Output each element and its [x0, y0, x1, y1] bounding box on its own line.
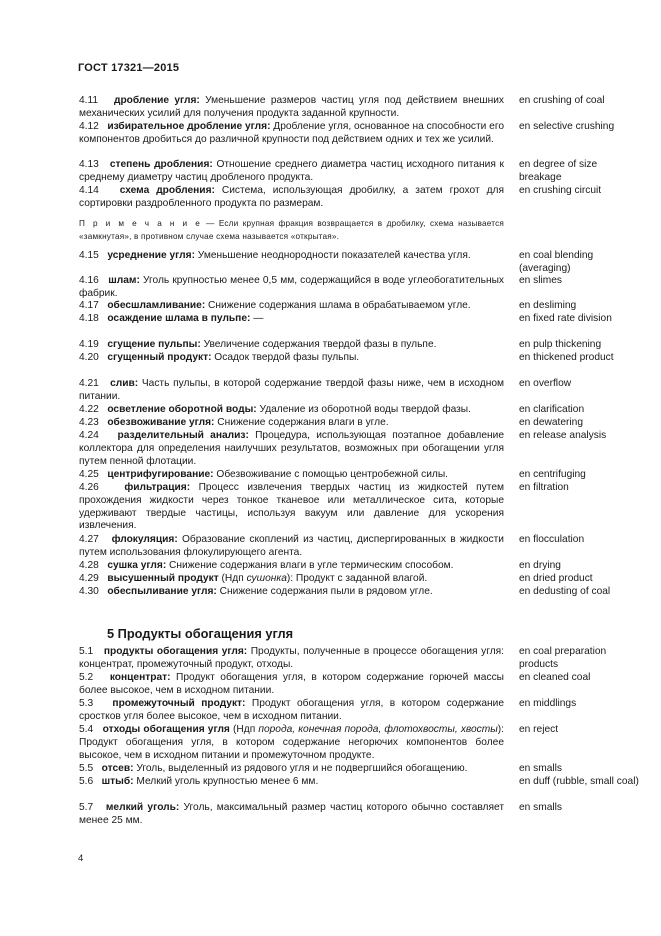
term-entry-4-14	[79, 185, 504, 211]
term-entry-5-4	[79, 724, 504, 762]
term-number: 5.6	[79, 776, 94, 787]
term-en-4-21: en overflow	[519, 378, 572, 389]
term-en-5-4: en reject	[519, 724, 559, 735]
term-name: штыб:	[101, 776, 134, 787]
term-definition: Снижение содержания шлама в обрабатываемом угле.	[205, 300, 471, 311]
term-name: отсев:	[101, 763, 134, 774]
term-entry-4-26	[79, 482, 504, 533]
term-number: 4.24	[79, 430, 99, 441]
term-entry-5-7	[79, 802, 504, 828]
document-header: ГОСТ 17321—2015	[78, 62, 180, 74]
term-definition: Отношение среднего диаметра частиц исходного питания к среднему диаметру частиц дробленого продукта.	[79, 159, 504, 183]
note-text: — Если крупная фракция возвращается в дробилку, схема называется «замкнутая», в противном случае схема называется «открытая».	[79, 219, 505, 241]
term-en-4-26: en filtration	[519, 482, 569, 493]
term-definition: Снижение содержания пыли в рядовом угле.	[216, 586, 433, 597]
term-number: 4.16	[79, 275, 99, 286]
term-entry-4-13	[79, 159, 504, 185]
term-en-4-11: en crushing of coal	[519, 95, 605, 106]
term-definition: Снижение содержания влаги в угле.	[214, 417, 389, 428]
term-entry-4-21	[79, 378, 504, 404]
term-definition: Увеличение содержания твердой фазы в пульпе.	[200, 339, 437, 350]
term-entry-4-15	[79, 250, 504, 263]
term-entry-4-29	[79, 573, 504, 586]
term-definition: Часть пульпы, в которой содержание твердой фазы ниже, чем в исходном питании.	[79, 378, 504, 402]
term-number: 4.23	[79, 417, 99, 428]
term-name: дробление угля:	[113, 95, 200, 106]
term-definition: Уголь, выделенный из рядового угля и не подвергшийся обогащению.	[133, 763, 468, 774]
term-definition: Удаление из оборотной воды твердой фазы.	[256, 404, 471, 415]
term-en-4-24: en release analysis	[519, 430, 607, 441]
term-name: осаждение шлама в пульпе:	[107, 313, 251, 324]
term-number: 5.2	[79, 672, 94, 683]
term-name: сушка угля:	[107, 560, 167, 571]
term-name: обесшламливание:	[107, 300, 206, 311]
term-number: 4.19	[79, 339, 99, 350]
term-en-4-19: en pulp thickening	[519, 339, 602, 350]
term-definition: Продукты, полученные в процессе обогащения угля: концентрат, промежуточный продукт, отходы.	[79, 646, 504, 670]
term-definition: Уголь крупностью менее 0,5 мм, содержащийся в воде углеобогатительных фабрик.	[79, 275, 504, 299]
term-name: шлам:	[108, 275, 140, 286]
term-number: 4.29	[79, 573, 99, 584]
term-definition: ): Продукт с заданной влагой.	[286, 573, 428, 584]
term-entry-4-12	[79, 121, 504, 147]
term-definition: Уголь, максимальный размер частиц которого обычно составляет менее 25 мм.	[79, 802, 505, 826]
term-number: 4.18	[79, 313, 99, 324]
note	[79, 218, 504, 243]
term-name: обезвоживание угля:	[107, 417, 215, 428]
term-number: 5.4	[79, 724, 94, 735]
term-definition: Система, использующая дробилку, а затем грохот для сортировки раздробленного продукта по размерам.	[79, 185, 504, 209]
term-name: схема дробления:	[119, 185, 215, 196]
term-number: 4.25	[79, 469, 99, 480]
page-number: 4	[78, 853, 84, 864]
term-en-4-13: en degree of size breakage	[519, 159, 598, 183]
term-entry-4-28	[79, 560, 504, 573]
term-number: 5.3	[79, 698, 94, 709]
term-en-4-18: en fixed rate division	[519, 313, 612, 324]
term-name: отходы обогащения угля	[102, 724, 230, 735]
term-number: 4.17	[79, 300, 99, 311]
term-entry-4-22	[79, 404, 504, 417]
term-name: сгущение пульпы:	[107, 339, 201, 350]
term-definition: Продукт обогащения угля, в котором содержание горючей массы более высокое, чем в исходном питании.	[79, 672, 504, 696]
term-definition: ): Продукт обогащения угля, в котором содержание негорючих компонентов более высокое, чем в исходном питании и промежуточном продукте.	[79, 724, 504, 761]
term-number: 5.5	[79, 763, 94, 774]
term-name: промежуточный продукт:	[112, 698, 246, 709]
term-number: 4.30	[79, 586, 99, 597]
term-name: разделительный анализ:	[117, 430, 249, 441]
term-definition: Обезвоживание с помощью центробежной силы.	[213, 469, 449, 480]
term-en-4-12: en selective crushing	[519, 121, 615, 132]
term-en-4-15: en coal blending (averaging)	[519, 250, 594, 274]
term-entry-5-1	[79, 646, 504, 672]
term-definition: Образование скоплений из частиц, диспергированных в жидкости путем использования флокулирующего агента.	[79, 534, 504, 558]
term-definition: Уменьшение неоднородности показателей качества угля.	[194, 250, 471, 261]
term-definition: Продукт обогащения угля, в котором содержание сростков угля более высокое, чем в исходном питании.	[79, 698, 504, 722]
term-entry-4-23	[79, 417, 504, 430]
term-name: усреднение угля:	[107, 250, 195, 261]
term-number: 4.14	[79, 185, 99, 196]
term-entry-4-24	[79, 430, 504, 468]
term-en-5-6: en duff (rubble, small coal)	[519, 776, 639, 787]
term-number: 4.27	[79, 534, 99, 545]
term-en-4-16: en slimes	[519, 275, 563, 286]
term-entry-4-19	[79, 339, 504, 352]
term-entry-4-27	[79, 534, 504, 560]
term-entry-5-6	[79, 776, 504, 789]
term-definition: Мелкий уголь крупностью менее 6 мм.	[133, 776, 319, 787]
term-entry-4-16	[79, 275, 504, 301]
term-en-5-3: en middlings	[519, 698, 577, 709]
term-en-5-5: en smalls	[519, 763, 563, 774]
term-definition: Осадок твердой фазы пульпы.	[211, 352, 360, 363]
term-number: 4.28	[79, 560, 99, 571]
term-name: обеспыливание угля:	[107, 586, 217, 597]
term-name: осветление оборотной воды:	[107, 404, 257, 415]
term-en-4-23: en dewatering	[519, 417, 584, 428]
term-name: высушенный продукт	[107, 573, 219, 584]
term-number: 4.15	[79, 250, 99, 261]
term-number: 4.11	[79, 95, 99, 106]
term-en-5-7: en smalls	[519, 802, 563, 813]
term-definition: —	[250, 313, 264, 324]
term-deprecated: сушонка	[246, 573, 287, 584]
term-entry-5-3	[79, 698, 504, 724]
note-label: П р и м е ч а н и е	[79, 219, 202, 228]
term-definition: Уменьшение размеров частиц угля под действием внешних механических усилий для получения продукта заданной крупности.	[79, 95, 504, 119]
term-entry-4-17	[79, 300, 504, 313]
term-definition: Снижение содержания влаги в угле термическим способом.	[166, 560, 454, 571]
term-en-4-14: en crushing circuit	[519, 185, 602, 196]
term-name: слив:	[110, 378, 139, 389]
term-en-4-30: en dedusting of coal	[519, 586, 611, 597]
term-deprecated: порода, конечная порода, флотохвосты, хвосты	[258, 724, 498, 735]
term-name: продукты обогащения угля:	[103, 646, 248, 657]
term-number: 4.13	[79, 159, 99, 170]
term-prefix: (Ндп	[229, 724, 259, 735]
term-number: 5.1	[79, 646, 94, 657]
term-entry-4-20	[79, 352, 504, 365]
term-name: сгущенный продукт:	[107, 352, 212, 363]
term-definition: Дробление угля, основанное на способности его компонентов дробиться до различной крупности под действием одних и тех же усилий.	[79, 121, 504, 145]
term-name: мелкий уголь:	[105, 802, 180, 813]
term-en-4-28: en drying	[519, 560, 561, 571]
term-entry-4-18	[79, 313, 504, 326]
term-number: 5.7	[79, 802, 94, 813]
term-en-4-29: en dried product	[519, 573, 593, 584]
term-number: 4.20	[79, 352, 99, 363]
term-en-4-17: en desliming	[519, 300, 577, 311]
term-en-4-22: en clarification	[519, 404, 585, 415]
term-prefix: (Ндп	[218, 573, 247, 584]
term-name: степень дробления:	[109, 159, 213, 170]
term-definition: Процесс извлечения твердых частиц из жидкостей путем прохождения жидкости через тонкое тканевое или металлическое сита, которые удерживают твердые частицы, используя вакуум или давление для ускорения извлечения.	[79, 482, 504, 532]
term-number: 4.12	[79, 121, 99, 132]
term-entry-4-25	[79, 469, 504, 482]
term-en-4-25: en centrifuging	[519, 469, 586, 480]
term-name: концентрат:	[109, 672, 171, 683]
term-name: избирательное дробление угля:	[107, 121, 271, 132]
term-en-4-20: en thickened product	[519, 352, 614, 363]
section-title: 5 Продукты обогащения угля	[107, 626, 294, 641]
term-entry-5-5	[79, 763, 504, 776]
term-definition: Процедура, использующая поэтапное добавление коллектора для определения наилучших результатов, возможных при обогащении угля путем пенной флотации.	[79, 430, 504, 467]
term-entry-5-2	[79, 672, 504, 698]
term-en-5-2: en cleaned coal	[519, 672, 591, 683]
term-number: 4.26	[79, 482, 99, 493]
term-name: центрифугирование:	[107, 469, 214, 480]
term-en-4-27: en flocculation	[519, 534, 585, 545]
term-entry-4-30	[79, 586, 504, 599]
term-name: фильтрация:	[124, 482, 191, 493]
term-number: 4.22	[79, 404, 99, 415]
term-entry-4-11	[79, 95, 504, 121]
term-name: флокуляция:	[111, 534, 178, 545]
term-number: 4.21	[79, 378, 99, 389]
term-en-5-1: en coal preparation products	[519, 646, 607, 670]
